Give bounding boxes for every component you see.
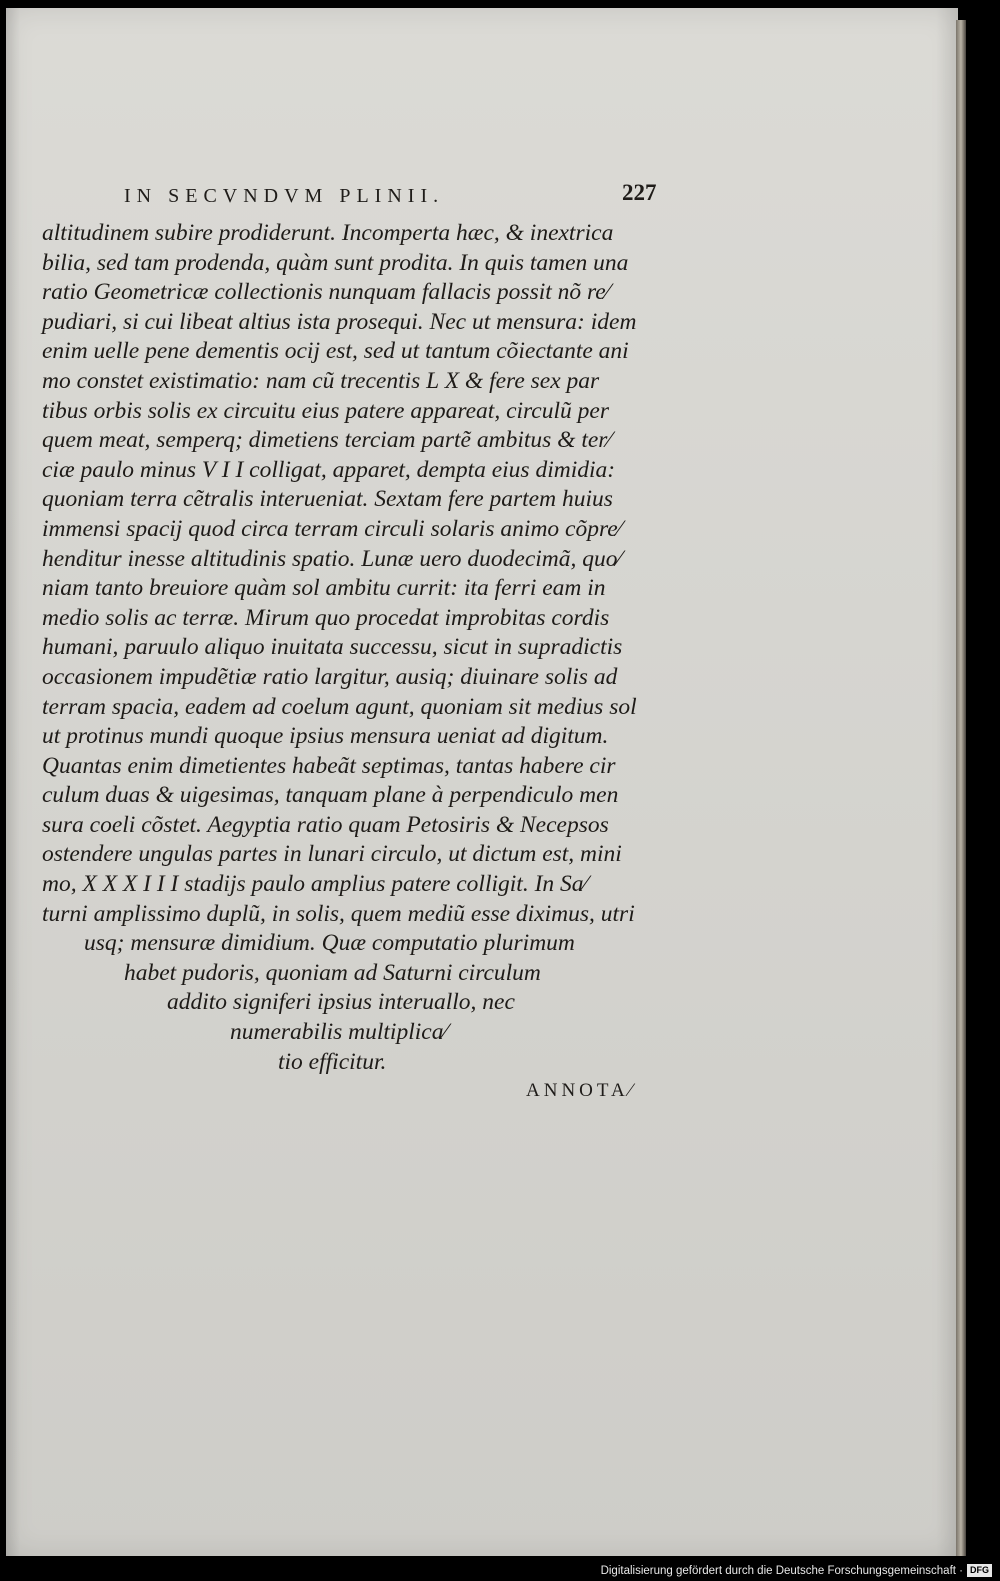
text-line: henditur inesse altitudinis spatio. Lunæ uero duodecimã, quo⁄	[42, 545, 622, 572]
text-line: altitudinem subire prodiderunt. Incomperta hæc, & inextrica	[42, 220, 614, 246]
text-line: occasionem impudẽtiæ ratio largitur, ausiq; diuinare solis ad	[42, 663, 618, 690]
text-line: Quantas enim dimetientes habeãt septimas, tantas habere cir	[42, 752, 616, 779]
text-line: medio solis ac terræ. Mirum quo procedat improbitas cordis	[42, 604, 610, 631]
text-line: niam tanto breuiore quàm sol ambitu currit: ita ferri eam in	[42, 575, 606, 602]
text-line: tibus orbis solis ex circuitu eius patere appareat, circulũ per	[42, 397, 609, 424]
text-line: terram spacia, eadem ad coelum agunt, quoniam sit medius sol	[42, 693, 637, 720]
text-line: pudiari, si cui libeat altius ista prosequi. Nec ut mensura: idem	[42, 308, 637, 335]
body-text	[42, 219, 682, 1077]
text-line: mo constet existimatio: nam cũ trecentis L X & fere sex par	[42, 367, 600, 394]
text-line: mo, X X X I I I stadijs paulo amplius patere colligit. In Sa⁄	[42, 871, 588, 898]
page-edge	[956, 20, 966, 1556]
text-line-taper: tio efficitur.	[278, 1048, 387, 1075]
text-line-taper: numerabilis multiplica⁄	[230, 1019, 448, 1046]
catchword: ANNOTA⁄	[526, 1080, 636, 1101]
text-line: enim uelle pene dementis ocij est, sed ut tantum cõiectante ani	[42, 338, 629, 365]
text-line: humani, paruulo aliquo inuitata successu, sicut in supradictis	[42, 634, 623, 661]
text-line-taper: addito signiferi ipsius interuallo, nec	[167, 989, 515, 1016]
text-line: ciæ paulo minus V I I colligat, apparet, dempta eius dimidia:	[42, 456, 616, 483]
text-line: quem meat, semperq; dimetiens terciam partẽ ambitus & ter⁄	[42, 427, 612, 454]
text-line: turni amplissimo duplũ, in solis, quem mediũ esse diximus, utri	[42, 900, 635, 927]
text-line: ratio Geometricæ collectionis nunquam fallacis possit nõ re⁄	[42, 279, 610, 306]
text-line: immensi spacij quod circa terram circuli solaris animo cõpre⁄	[42, 515, 622, 542]
text-line: ut protinus mundi quoque ipsius mensura ueniat ad digitum.	[42, 723, 609, 750]
text-line: bilia, sed tam prodenda, quàm sunt prodita. In quis tamen una	[42, 249, 629, 276]
running-head: IN SECVNDVM PLINII.	[124, 185, 445, 207]
funding-credit	[601, 1562, 992, 1581]
text-line: quoniam terra cẽtralis interueniat. Sextam fere partem huius	[42, 486, 613, 513]
folio-number: 227	[622, 180, 657, 205]
text-line: ostendere ungulas partes in lunari circulo, ut dictum est, mini	[42, 841, 622, 868]
dfg-logo: DFG	[967, 1564, 992, 1577]
funding-credit-text: Digitalisierung gefördert durch die Deutsche Forschungsgemeinschaft ·	[600, 1565, 963, 1577]
book-page	[6, 8, 958, 1556]
text-line: culum duas & uigesimas, tanquam plane à perpendiculo men	[42, 782, 619, 809]
text-line-taper: usq; mensuræ dimidium. Quæ computatio plurimum	[84, 930, 575, 957]
text-line: sura coeli cõstet. Aegyptia ratio quam Petosiris & Necepsos	[42, 811, 609, 838]
text-line-taper: habet pudoris, quoniam ad Saturni circulum	[124, 959, 541, 986]
